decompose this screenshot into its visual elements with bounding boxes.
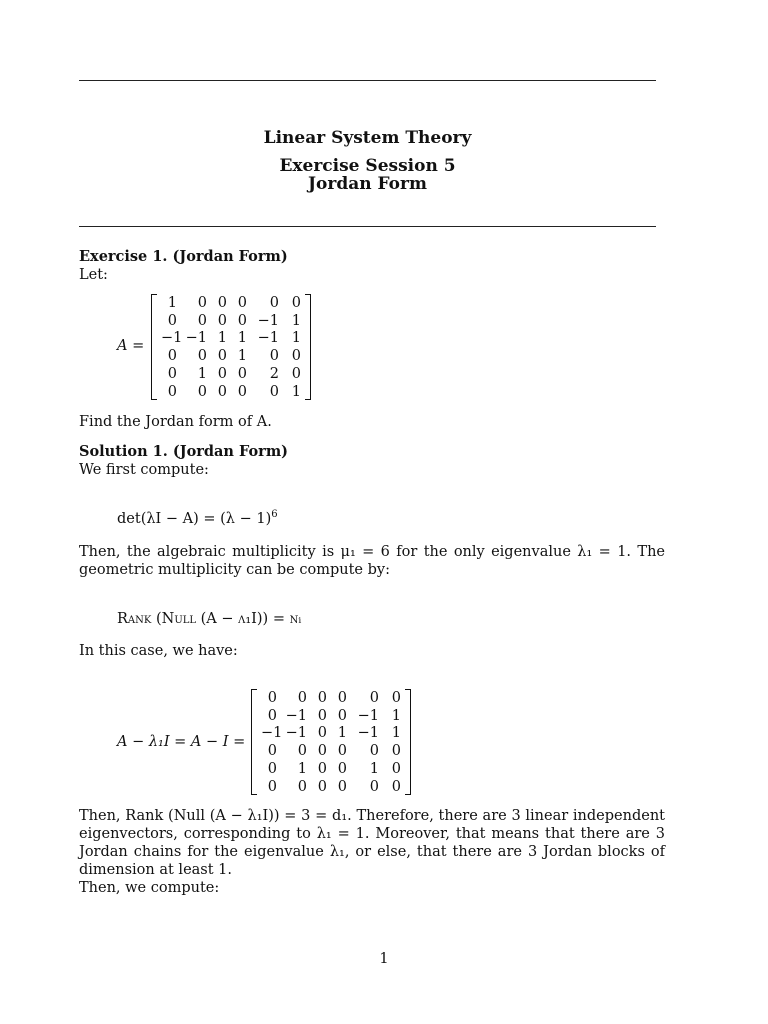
matrix-b-cell: −1 [285, 725, 307, 742]
matrix-b-right-bracket [405, 689, 411, 795]
matrix-b-cell: 0 [317, 778, 327, 795]
matrix-b-cell: 0 [267, 690, 277, 706]
matrix-a-cell: 0 [237, 365, 247, 382]
matrix-a-cell: 1 [197, 365, 207, 382]
matrix-a-cell: 0 [197, 383, 207, 400]
matrix-b-cell: 0 [317, 743, 327, 760]
matrix-a-cell: 1 [237, 348, 247, 365]
matrix-a-cell: 0 [217, 312, 227, 329]
matrix-b-cell: 0 [337, 690, 347, 706]
matrix-b-cell: 0 [267, 707, 277, 724]
matrix-b-cell: 0 [337, 707, 347, 724]
matrix-a-cell: 0 [237, 295, 247, 311]
matrix-b-cell: 1 [369, 760, 379, 777]
matrix-a-cell: −1 [257, 312, 279, 329]
topic-line: Jordan Form [308, 174, 427, 194]
multiplicity-paragraph: Then, the algebraic multiplicity is μ₁ = 6 for the only eigenvalue λ₁ = 1. The geometric multiplicity can be compute by: [79, 544, 665, 578]
exercise-let: Let: [79, 267, 108, 283]
matrix-b-cell: 1 [337, 725, 347, 742]
matrix-a-right-bracket [305, 294, 311, 400]
matrix-a-cell: 1 [217, 330, 227, 347]
matrix-a-cell: 0 [197, 348, 207, 365]
matrix-b-cell: 0 [267, 760, 277, 777]
matrix-b-cell: −1 [357, 707, 379, 724]
matrix-b-cell: 0 [391, 743, 401, 760]
solution-intro: We first compute: [79, 462, 209, 478]
compute-text: Then, we compute: [79, 880, 220, 896]
rank-paragraph: Then, Rank (Null (A − λ₁I)) = 3 = d₁. Therefore, there are 3 linear independent eigenvectors, corresponding to λ₁ = 1. Moreover, that means that there are 3 Jordan chains for the eigenvalue λ₁, or else, that there are 3 Jordan blocks of dimension at least 1. [79, 808, 665, 878]
matrix-a-cell: 1 [291, 312, 301, 329]
exercise-heading: Exercise 1. (Jordan Form) [79, 248, 288, 265]
matrix-a-cell: 0 [167, 365, 177, 382]
matrix-b-cell: −1 [357, 725, 379, 742]
session-title [79, 157, 656, 193]
matrix-a-label: A = [117, 338, 145, 354]
det-exponent: 6 [271, 509, 278, 521]
matrix-a-cell: 1 [291, 330, 301, 347]
matrix-b-cell: 0 [297, 690, 307, 706]
determinant-equation [117, 511, 278, 527]
matrix-b-cell: 1 [297, 760, 307, 777]
matrix-b-cell: 0 [369, 690, 379, 706]
matrix-b-cell: −1 [285, 707, 307, 724]
matrix-a-cell: −1 [185, 330, 207, 347]
matrix-a-cell: −1 [257, 330, 279, 347]
matrix-a-cell: 0 [217, 348, 227, 365]
matrix-b-cell: 0 [337, 778, 347, 795]
matrix-a-cell: 0 [269, 383, 279, 400]
matrix-a-cell: 0 [237, 312, 247, 329]
page-number: 1 [379, 951, 389, 967]
matrix-b-cell: −1 [261, 725, 283, 742]
matrix-a-cell: 0 [167, 348, 177, 365]
det-expression: det(λI − A) = (λ − 1) [117, 511, 272, 527]
matrix-b-cell: 0 [317, 725, 327, 742]
matrix-b-cell: 0 [337, 743, 347, 760]
matrix-a [157, 295, 305, 401]
matrix-a-cell: 1 [237, 330, 247, 347]
case-text: In this case, we have: [79, 643, 238, 659]
matrix-b-cell: 0 [337, 760, 347, 777]
matrix-b-cell: 0 [297, 778, 307, 795]
matrix-a-cell: 0 [269, 295, 279, 311]
matrix-a-cell: 0 [217, 383, 227, 400]
matrix-b [257, 690, 405, 796]
matrix-b-cell: 0 [267, 743, 277, 760]
matrix-a-cell: 0 [217, 365, 227, 382]
header-bottom-rule [79, 226, 656, 227]
document-title: Linear System Theory [263, 128, 472, 148]
matrix-b-cell: 0 [317, 690, 327, 706]
matrix-b-cell: 0 [369, 743, 379, 760]
matrix-a-cell: 0 [197, 312, 207, 329]
matrix-b-cell: 0 [391, 778, 401, 795]
rank-equation: Rank (Null (A − λ₁I)) = νᵢ [117, 611, 302, 627]
matrix-a-cell: 0 [217, 295, 227, 311]
matrix-b-cell: 0 [369, 778, 379, 795]
matrix-b-cell: 0 [317, 707, 327, 724]
matrix-a-cell: 1 [167, 295, 177, 311]
matrix-a-cell: 2 [269, 365, 279, 382]
exercise-question: Find the Jordan form of A. [79, 414, 272, 430]
matrix-b-cell: 0 [317, 760, 327, 777]
matrix-b-label: A − λ₁I = A − I = [117, 734, 246, 750]
matrix-b-cell: 1 [391, 725, 401, 742]
matrix-a-cell: 0 [269, 348, 279, 365]
matrix-a-cell: 1 [291, 383, 301, 400]
matrix-a-cell: 0 [237, 383, 247, 400]
matrix-b-cell: 1 [391, 707, 401, 724]
session-line: Exercise Session 5 [279, 156, 456, 176]
matrix-b-cell: 0 [391, 760, 401, 777]
matrix-a-cell: 0 [197, 295, 207, 311]
matrix-a-cell: −1 [161, 330, 183, 347]
matrix-a-cell: 0 [291, 365, 301, 382]
matrix-b-cell: 0 [391, 690, 401, 706]
top-rule [79, 80, 656, 81]
matrix-b-cell: 0 [267, 778, 277, 795]
solution-heading: Solution 1. (Jordan Form) [79, 443, 289, 460]
matrix-a-cell: 0 [291, 295, 301, 311]
matrix-a-cell: 0 [167, 312, 177, 329]
matrix-b-cell: 0 [297, 743, 307, 760]
matrix-a-cell: 0 [167, 383, 177, 400]
matrix-a-cell: 0 [291, 348, 301, 365]
